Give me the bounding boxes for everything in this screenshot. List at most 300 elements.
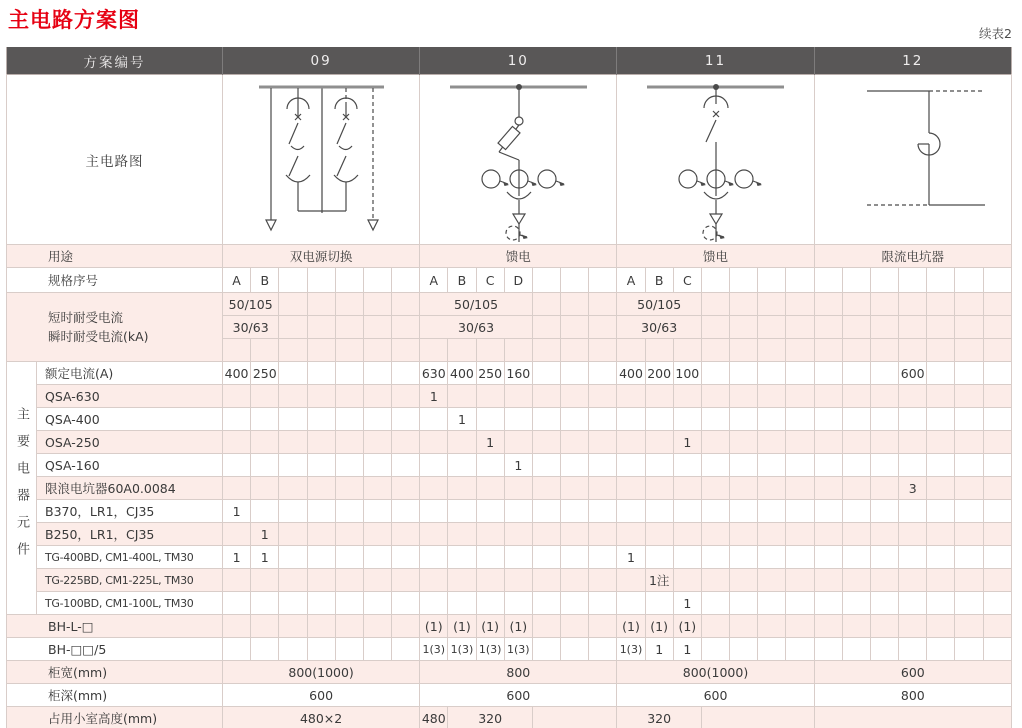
- withstand-2-cell: [758, 316, 786, 339]
- spec-index-cell: [701, 268, 729, 293]
- qsa-400-cell: [307, 408, 335, 431]
- b250-cell: [842, 523, 870, 546]
- rated-current-cell: [983, 362, 1011, 385]
- withstand-1-cell: [307, 293, 335, 316]
- cabinet-width-label: 柜宽(mm): [7, 661, 223, 684]
- osa-250-cell: [786, 431, 814, 454]
- b250-cell: [730, 523, 758, 546]
- tg-100-cell: [927, 592, 955, 615]
- limiting-reactor-cell: [251, 477, 279, 500]
- tg-225-cell: [786, 569, 814, 592]
- tg-100-cell: [870, 592, 898, 615]
- tg-225-cell: [955, 569, 983, 592]
- withstand-1-cell: [955, 293, 983, 316]
- qsa-630-cell: [448, 385, 476, 408]
- osa-250-cell: [561, 431, 589, 454]
- withstand-3-cell: [504, 339, 532, 362]
- spec-index-cell: [927, 268, 955, 293]
- withstand-3-cell: [645, 339, 673, 362]
- b370-cell: [786, 500, 814, 523]
- bh-5-cell: 1(3): [617, 638, 645, 661]
- rated-current-cell: 160: [504, 362, 532, 385]
- b370-cell: [561, 500, 589, 523]
- qsa-160-cell: [645, 454, 673, 477]
- bh-l-cell: [561, 615, 589, 638]
- qsa-160-cell: [701, 454, 729, 477]
- withstand-1-cell: [842, 293, 870, 316]
- compartment-height-cell: 320: [448, 707, 533, 728]
- cabinet-depth-label: 柜深(mm): [7, 684, 223, 707]
- tg-100-cell: [589, 592, 617, 615]
- tg-100-cell: [392, 592, 420, 615]
- osa-250-cell: [899, 431, 927, 454]
- bh-5-cell: 1(3): [420, 638, 448, 661]
- spec-index-cell: [363, 268, 391, 293]
- qsa-160-cell: [392, 454, 420, 477]
- spec-index-cell: [335, 268, 363, 293]
- osa-250-cell: [532, 431, 560, 454]
- b370-cell: [983, 500, 1011, 523]
- bh-5-cell: [842, 638, 870, 661]
- qsa-630-cell: [730, 385, 758, 408]
- withstand-1-cell: [392, 293, 420, 316]
- qsa-160-cell: 1: [504, 454, 532, 477]
- b250-cell: [701, 523, 729, 546]
- bh-l-label: BH-L-□: [7, 615, 223, 638]
- b250-cell: [392, 523, 420, 546]
- withstand-3-cell: [842, 339, 870, 362]
- tg-100-cell: [532, 592, 560, 615]
- cabinet-depth-cell: 600: [223, 684, 420, 707]
- bh-l-cell: (1): [448, 615, 476, 638]
- withstand-2-cell: [363, 316, 391, 339]
- bh-l-cell: (1): [673, 615, 701, 638]
- withstand-3-cell: [617, 339, 645, 362]
- tg-100-cell: 1: [673, 592, 701, 615]
- limiting-reactor-cell: [448, 477, 476, 500]
- tg-225-cell: [814, 569, 842, 592]
- withstand-1-cell: [279, 293, 307, 316]
- b370-cell: [504, 500, 532, 523]
- bh-l-cell: (1): [420, 615, 448, 638]
- withstand-3-cell: [730, 339, 758, 362]
- b370-cell: [955, 500, 983, 523]
- osa-250-cell: 1: [673, 431, 701, 454]
- rated-current-cell: [279, 362, 307, 385]
- b370-cell: [758, 500, 786, 523]
- spec-index-cell: B: [645, 268, 673, 293]
- tg-100-cell: [561, 592, 589, 615]
- continuation-label: 续表2: [979, 26, 1012, 41]
- qsa-630-cell: [504, 385, 532, 408]
- usage-cell: 限流电坑器: [814, 245, 1011, 268]
- qsa-160-label: QSA-160: [37, 454, 223, 477]
- b370-label: B370，LR1，CJ35: [37, 500, 223, 523]
- tg-225-cell: [448, 569, 476, 592]
- qsa-630-cell: [532, 385, 560, 408]
- limiting-reactor-cell: [983, 477, 1011, 500]
- osa-250-cell: [392, 431, 420, 454]
- tg-100-cell: [786, 592, 814, 615]
- rated-current-cell: [870, 362, 898, 385]
- withstand-2-cell: [279, 316, 307, 339]
- tg-400-cell: [335, 546, 363, 569]
- tg-400-cell: [955, 546, 983, 569]
- b250-cell: [504, 523, 532, 546]
- tg-225-cell: [363, 569, 391, 592]
- withstand-1-cell: [870, 293, 898, 316]
- qsa-630-cell: [589, 385, 617, 408]
- qsa-630-cell: [786, 385, 814, 408]
- spec-index-cell: C: [673, 268, 701, 293]
- qsa-400-cell: [279, 408, 307, 431]
- b250-row: [7, 523, 1012, 546]
- qsa-160-cell: [842, 454, 870, 477]
- compartment-height-cell: [701, 707, 814, 728]
- qsa-630-cell: [251, 385, 279, 408]
- compartment-height-row: [7, 707, 1012, 728]
- tg-400-cell: [842, 546, 870, 569]
- bh-l-cell: [758, 615, 786, 638]
- b370-cell: [279, 500, 307, 523]
- spec-index-cell: [279, 268, 307, 293]
- osa-250-row: [7, 431, 1012, 454]
- limiting-reactor-cell: [927, 477, 955, 500]
- qsa-160-cell: [561, 454, 589, 477]
- tg-225-cell: 1注: [645, 569, 673, 592]
- qsa-400-cell: [730, 408, 758, 431]
- tg-100-cell: [758, 592, 786, 615]
- qsa-160-cell: [814, 454, 842, 477]
- qsa-160-row: [7, 454, 1012, 477]
- qsa-630-cell: 1: [420, 385, 448, 408]
- qsa-630-cell: [307, 385, 335, 408]
- withstand-2-cell: [786, 316, 814, 339]
- osa-250-cell: [842, 431, 870, 454]
- tg-100-cell: [617, 592, 645, 615]
- tg-225-cell: [673, 569, 701, 592]
- withstand-3-cell: [561, 339, 589, 362]
- b370-cell: [420, 500, 448, 523]
- circuit-diagram-12: [814, 75, 1011, 245]
- qsa-160-cell: [307, 454, 335, 477]
- osa-250-cell: [701, 431, 729, 454]
- rated-current-cell: 250: [251, 362, 279, 385]
- b370-cell: [532, 500, 560, 523]
- spec-index-cell: C: [476, 268, 504, 293]
- b370-cell: [363, 500, 391, 523]
- bh-l-cell: [223, 615, 251, 638]
- tg-225-cell: [251, 569, 279, 592]
- b370-cell: [927, 500, 955, 523]
- withstand-1-cell: [927, 293, 955, 316]
- limiting-reactor-cell: [701, 477, 729, 500]
- bh-l-cell: [532, 615, 560, 638]
- withstand-3-cell: [701, 339, 729, 362]
- tg-225-cell: [617, 569, 645, 592]
- cabinet-width-cell: 600: [814, 661, 1011, 684]
- limiting-reactor-cell: [589, 477, 617, 500]
- bh-5-cell: [955, 638, 983, 661]
- qsa-400-cell: [814, 408, 842, 431]
- spec-index-cell: A: [617, 268, 645, 293]
- qsa-630-cell: [335, 385, 363, 408]
- tg-100-cell: [814, 592, 842, 615]
- rated-current-cell: [589, 362, 617, 385]
- bh-5-cell: [223, 638, 251, 661]
- tg-100-cell: [420, 592, 448, 615]
- qsa-160-cell: [532, 454, 560, 477]
- b250-cell: [363, 523, 391, 546]
- osa-250-cell: [279, 431, 307, 454]
- qsa-630-cell: [927, 385, 955, 408]
- limiting-reactor-cell: [730, 477, 758, 500]
- rated-current-cell: [927, 362, 955, 385]
- b370-cell: [842, 500, 870, 523]
- bh-5-cell: [363, 638, 391, 661]
- withstand-1-cell: [532, 293, 560, 316]
- qsa-400-cell: [870, 408, 898, 431]
- b250-cell: [899, 523, 927, 546]
- tg-400-cell: [870, 546, 898, 569]
- b370-cell: [673, 500, 701, 523]
- bh-5-cell: [307, 638, 335, 661]
- qsa-630-cell: [223, 385, 251, 408]
- diagram-row-label: 主电路图: [7, 75, 223, 245]
- bh-5-cell: [758, 638, 786, 661]
- tg-225-cell: [476, 569, 504, 592]
- limiting-reactor-cell: [955, 477, 983, 500]
- withstand-3-cell: [983, 339, 1011, 362]
- tg-225-cell: [927, 569, 955, 592]
- bh-5-cell: 1(3): [504, 638, 532, 661]
- tg-400-cell: [392, 546, 420, 569]
- qsa-400-cell: [476, 408, 504, 431]
- withstand-1-cell: [363, 293, 391, 316]
- bh-l-cell: [730, 615, 758, 638]
- bh-l-cell: [927, 615, 955, 638]
- spec-index-cell: [561, 268, 589, 293]
- qsa-400-cell: [955, 408, 983, 431]
- bh-l-cell: (1): [476, 615, 504, 638]
- osa-250-cell: [730, 431, 758, 454]
- withstand-1-row: [7, 293, 1012, 316]
- compartment-height-cell: [814, 707, 1011, 728]
- b250-cell: [561, 523, 589, 546]
- rated-current-cell: 200: [645, 362, 673, 385]
- tg-100-row: [7, 592, 1012, 615]
- withstand-2-cell: [870, 316, 898, 339]
- rated-current-cell: [814, 362, 842, 385]
- tg-400-cell: [561, 546, 589, 569]
- rated-current-cell: 400: [617, 362, 645, 385]
- rated-current-cell: 600: [899, 362, 927, 385]
- withstand-1-cell: [899, 293, 927, 316]
- qsa-160-cell: [251, 454, 279, 477]
- withstand-1-cell: [589, 293, 617, 316]
- bh-5-label: BH-□□/5: [7, 638, 223, 661]
- usage-cell: 馈电: [420, 245, 617, 268]
- rated-current-cell: [392, 362, 420, 385]
- qsa-160-cell: [899, 454, 927, 477]
- withstand-3-cell: [758, 339, 786, 362]
- bh-5-cell: [532, 638, 560, 661]
- limiting-reactor-cell: [673, 477, 701, 500]
- qsa-400-cell: [786, 408, 814, 431]
- diagram-row: [7, 75, 1012, 245]
- limiting-reactor-cell: [786, 477, 814, 500]
- scheme-header-10: 10: [420, 47, 617, 75]
- tg-400-cell: [786, 546, 814, 569]
- withstand-3-cell: [420, 339, 448, 362]
- tg-400-cell: [532, 546, 560, 569]
- bh-l-cell: [842, 615, 870, 638]
- qsa-630-cell: [617, 385, 645, 408]
- withstand-3-cell: [392, 339, 420, 362]
- limiting-reactor-cell: [561, 477, 589, 500]
- b250-cell: [870, 523, 898, 546]
- bh-l-cell: (1): [504, 615, 532, 638]
- osa-250-cell: [307, 431, 335, 454]
- qsa-160-cell: [983, 454, 1011, 477]
- spec-index-cell: [786, 268, 814, 293]
- b370-cell: [392, 500, 420, 523]
- qsa-400-cell: [561, 408, 589, 431]
- tg-225-cell: [532, 569, 560, 592]
- limiting-reactor-cell: [420, 477, 448, 500]
- bh-l-cell: [786, 615, 814, 638]
- b250-cell: [420, 523, 448, 546]
- spec-index-cell: B: [251, 268, 279, 293]
- cabinet-depth-cell: 600: [420, 684, 617, 707]
- rated-current-cell: [335, 362, 363, 385]
- osa-250-cell: 1: [476, 431, 504, 454]
- bh-5-cell: [983, 638, 1011, 661]
- bh-l-cell: (1): [617, 615, 645, 638]
- tg-400-cell: [758, 546, 786, 569]
- cabinet-depth-cell: 800: [814, 684, 1011, 707]
- b250-cell: [532, 523, 560, 546]
- bh-5-cell: 1(3): [448, 638, 476, 661]
- qsa-400-cell: [420, 408, 448, 431]
- withstand-3-cell: [476, 339, 504, 362]
- qsa-160-cell: [870, 454, 898, 477]
- bh-5-row: [7, 638, 1012, 661]
- tg-100-cell: [504, 592, 532, 615]
- circuit-diagram-10: [420, 75, 617, 245]
- qsa-630-cell: [842, 385, 870, 408]
- withstand-2-cell: [814, 316, 842, 339]
- limiting-reactor-cell: [532, 477, 560, 500]
- usage-cell: 双电源切换: [223, 245, 420, 268]
- b370-row: [7, 500, 1012, 523]
- bh-l-cell: (1): [645, 615, 673, 638]
- b250-cell: [448, 523, 476, 546]
- withstand-1-cell: [814, 293, 842, 316]
- qsa-160-cell: [279, 454, 307, 477]
- osa-250-cell: [758, 431, 786, 454]
- osa-250-cell: [504, 431, 532, 454]
- withstand-1-cell: [983, 293, 1011, 316]
- qsa-630-row: [7, 385, 1012, 408]
- rated-current-cell: 250: [476, 362, 504, 385]
- spec-index-cell: [899, 268, 927, 293]
- b250-cell: [927, 523, 955, 546]
- withstand-3-cell: [335, 339, 363, 362]
- bh-l-cell: [335, 615, 363, 638]
- qsa-400-cell: [673, 408, 701, 431]
- spec-index-cell: [842, 268, 870, 293]
- limiting-reactor-cell: [504, 477, 532, 500]
- tg-100-cell: [645, 592, 673, 615]
- osa-250-label: OSA-250: [37, 431, 223, 454]
- tg-100-cell: [448, 592, 476, 615]
- tg-100-label: TG-100BD, CM1-100L, TM30: [37, 592, 223, 615]
- withstand-2-cell: [335, 316, 363, 339]
- qsa-400-cell: [589, 408, 617, 431]
- corner-header: 方案编号: [7, 47, 223, 75]
- usage-cell: 馈电: [617, 245, 814, 268]
- spec-index-cell: [758, 268, 786, 293]
- b250-cell: [223, 523, 251, 546]
- tg-225-cell: [983, 569, 1011, 592]
- osa-250-cell: [448, 431, 476, 454]
- rated-current-cell: 630: [420, 362, 448, 385]
- withstand-2-cell: [842, 316, 870, 339]
- bh-l-cell: [983, 615, 1011, 638]
- qsa-400-cell: [335, 408, 363, 431]
- bh-5-cell: [730, 638, 758, 661]
- withstand-2-cell: [730, 316, 758, 339]
- b370-cell: [448, 500, 476, 523]
- tg-225-cell: [307, 569, 335, 592]
- page-title: 主电路方案图: [8, 8, 140, 32]
- bh-5-cell: [701, 638, 729, 661]
- osa-250-cell: [251, 431, 279, 454]
- withstand-3-cell: [251, 339, 279, 362]
- circuit-diagram-11: [617, 75, 814, 245]
- b370-cell: [589, 500, 617, 523]
- bh-5-cell: [392, 638, 420, 661]
- tg-400-cell: [279, 546, 307, 569]
- b370-cell: [870, 500, 898, 523]
- bh-5-cell: [279, 638, 307, 661]
- bh-l-cell: [870, 615, 898, 638]
- withstand-1-cell: 50/105: [420, 293, 533, 316]
- tg-100-cell: [279, 592, 307, 615]
- withstand-1-cell: [335, 293, 363, 316]
- rated-current-cell: 400: [223, 362, 251, 385]
- qsa-630-cell: [814, 385, 842, 408]
- bh-5-cell: 1(3): [476, 638, 504, 661]
- scheme-header-09: 09: [223, 47, 420, 75]
- osa-250-cell: [645, 431, 673, 454]
- limiting-reactor-cell: [645, 477, 673, 500]
- withstand-3-cell: [955, 339, 983, 362]
- spec-index-cell: [392, 268, 420, 293]
- qsa-400-cell: [927, 408, 955, 431]
- tg-225-cell: [335, 569, 363, 592]
- withstand-1-cell: [758, 293, 786, 316]
- tg-225-cell: [561, 569, 589, 592]
- tg-225-row: [7, 569, 1012, 592]
- tg-400-cell: [476, 546, 504, 569]
- rated-current-cell: [701, 362, 729, 385]
- spec-index-cell: [532, 268, 560, 293]
- qsa-400-row: [7, 408, 1012, 431]
- bh-l-cell: [392, 615, 420, 638]
- spec-index-cell: A: [420, 268, 448, 293]
